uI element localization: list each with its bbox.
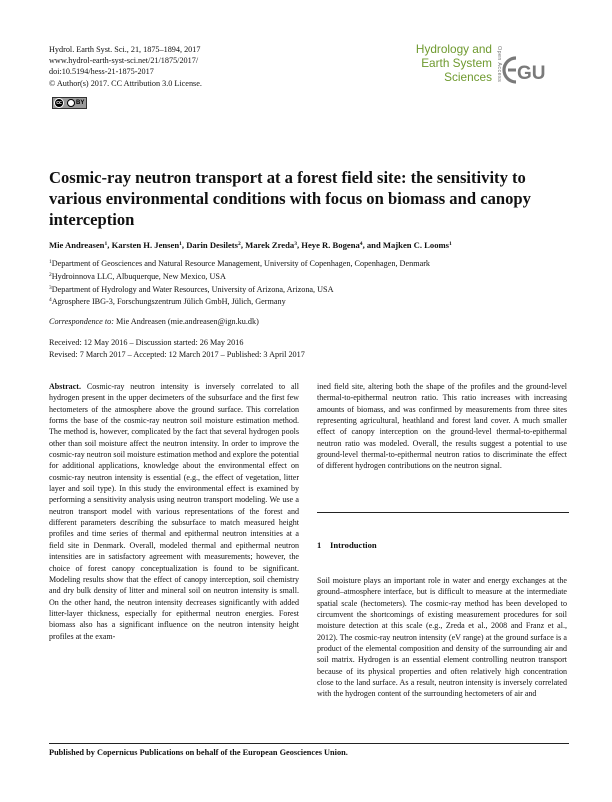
author-affiliation-mark: 1	[104, 241, 108, 247]
open-access-label: Open Access	[496, 46, 502, 83]
article-doi[interactable]: doi:10.5194/hess-21-1875-2017	[49, 67, 154, 77]
author-affiliation-mark: 2	[238, 241, 241, 247]
author-affiliation-mark: 1	[179, 241, 182, 247]
svg-text:GU: GU	[517, 63, 546, 84]
introduction-text: Soil moisture plays an important role in water and energy exchanges at the ground–atmosphere interface, but is difficult to measure at the intermediate spatial scale (hectometers). The cosmic-ray method has been developed to circumvent the shortcomings of existing measurement procedures for soil moisture detection at this scale (e.g., Zreda et al., 2008 and Franz et al., 2012). The cosmic-ray neutron intensity (eV range) at the ground surface is a product of the elemental composition and density of the surrounding air and soil matrix. Hydrogen is an essential element controlling neutron transport because of its physical properties and often relatively high concentration close to the land surface. As a result, neutron intensity is inversely correlated with the hydrogen content of the surrounding hectometers of air and	[317, 576, 567, 699]
publisher-footer: Published by Copernicus Publications on behalf of the European Geosciences Union.	[49, 748, 348, 757]
affiliation: $^4$Agrosphere IBG-3, Forschungszentrum Jülich GmbH, Jülich, Germany	[49, 297, 286, 307]
article-url[interactable]: www.hydrol-earth-syst-sci.net/21/1875/2017/	[49, 56, 199, 66]
author[interactable]: Darin Desilets	[186, 240, 239, 250]
journal-logo	[392, 42, 562, 98]
affiliation: $^1$Department of Geosciences and Natural Resource Management, University of Copenhagen, Copenhagen, Denmark	[49, 259, 431, 268]
abstract	[49, 381, 299, 642]
affiliation: $^2$Hydroinnova LLC, Albuquerque, New Mexico, USA	[49, 271, 226, 281]
author-affiliation-mark: 3	[294, 241, 297, 247]
author[interactable]: Mie Andreasen	[49, 240, 105, 250]
cc-logo-icon: cc	[54, 98, 64, 108]
footer-divider	[49, 743, 569, 744]
affiliation: $^3$Department of Hydrology and Water Resources, University of Arizona, Arizona, USA	[49, 284, 334, 294]
section-divider	[317, 512, 569, 513]
abstract-text: Cosmic-ray neutron intensity is inversely correlated to all hydrogen present in the upper decimeters of the subsurface and the first few hectometers of the atmosphere above the ground surface. This correlation forms the base of the cosmic-ray neutron soil moisture estimation method. The method is, however, complicated by the fact that several hydrogen pools other than soil moisture affect the neutron intensity. In order to improve the cosmic-ray neutron soil moisture estimation method and explore the potential for additional applications, knowledge about the environmental effect on cosmic-ray neutron intensity is essential (e.g., the effect of vegetation, litter layer and soil type). In this study the environmental effect is examined by performing a sensitivity analysis using neutron transport modeling. We use a neutron transport model with various representations of the forest and different parameters describing the subsurface to match measured height profiles and time series of thermal and epithermal neutron intensities at a field site in Denmark. Overall, modeled thermal and epithermal neutron intensities are in satisfactory agreement with measurements; however, the choice of forest canopy conceptualization is found to be significant. Modeling results show that the effect of canopy interception, soil chemistry and dry bulk density of litter and mineral soil on neutron intensity is small. On the other hand, the neutron intensity decreases significantly with added litter-layer thickness, especially for epithermal neutron energies. Forest biomass also has a significant influence on the neutron intensity height profiles at the exam-	[49, 382, 299, 641]
author-list: Mie Andreasen$^1$, Karsten H. Jensen$^1$, Darin Desilets$^2$, Marek Zreda$^3$, Heye R. Bogena$^4$, and Majken C. Looms$^1$	[49, 240, 452, 250]
cc-license-badge[interactable]: cc BY	[52, 97, 87, 109]
author[interactable]: Karsten H. Jensen	[111, 240, 180, 250]
revision-dates: Revised: 7 March 2017 – Accepted: 12 March 2017 – Published: 3 April 2017	[49, 349, 305, 359]
abstract-heading: Abstract.	[49, 382, 81, 391]
correspondence-label: Correspondence to:	[49, 317, 114, 326]
abstract-continuation: ined field site, altering both the shape of the profiles and the ground-level thermal-to-epithermal neutron ratio. This ratio increases with increasing amounts of biomass, and was confirmed by measurements from three sites representing agricultural, heathland and forest land cover. A much smaller effect of canopy interception on the ground-level thermal-to-epithermal neutron ratio was modeled. Overall, the results suggest a potential to use ground-level thermal-to-epithermal neutron ratios to discriminate the effect of different hydrogen contributions on the neutron signal.	[317, 382, 567, 471]
journal-name: Hydrology and Earth System Sciences	[415, 42, 492, 85]
section-title: Introduction	[330, 540, 377, 550]
author[interactable]: Marek Zreda	[245, 240, 295, 250]
journal-citation: Hydrol. Earth Syst. Sci., 21, 1875–1894, 2017	[49, 45, 201, 54]
paper-title: Cosmic-ray neutron transport at a forest field site: the sensitivity to various environmental conditions with focus on biomass and canopy interception	[49, 168, 531, 229]
article-metadata	[49, 44, 309, 89]
received-dates: Received: 12 May 2016 – Discussion started: 26 May 2016	[49, 338, 244, 347]
author[interactable]: Heye R. Bogena	[301, 240, 360, 250]
correspondence	[49, 317, 259, 326]
author-affiliation-mark: 1	[449, 241, 452, 247]
section-number: 1	[317, 540, 322, 550]
affiliation-list	[49, 257, 569, 308]
license-text: © Author(s) 2017. CC Attribution 3.0 License.	[49, 78, 202, 88]
author[interactable]: Majken C. Looms	[382, 240, 450, 250]
author-affiliation-mark: 4	[359, 241, 363, 247]
attribution-person-icon	[67, 99, 75, 107]
section-heading-introduction	[317, 540, 377, 550]
egu-logo-icon	[502, 52, 552, 88]
correspondence-contact[interactable]: Mie Andreasen (mie.andreasen@ign.ku.dk)	[116, 317, 259, 326]
publication-dates	[49, 337, 305, 361]
